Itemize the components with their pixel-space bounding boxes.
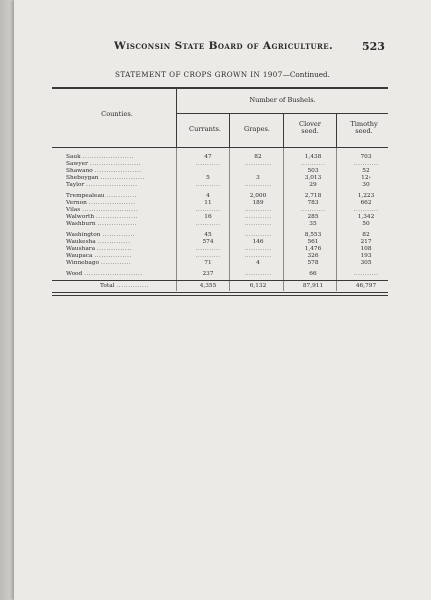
- clover-value: 561: [307, 239, 319, 245]
- table-row: Sheboygan ................... 5 3 3,013 12›: [52, 175, 388, 182]
- book-binding-edge: [0, 0, 14, 600]
- body-col-divider-3: [336, 148, 337, 291]
- county-name: Sauk: [66, 154, 81, 160]
- clover-value: 783: [307, 200, 319, 206]
- table-bottom-rule-1: [52, 292, 388, 293]
- county-name: Vernon: [66, 200, 87, 206]
- table-row: Waukesha .............. 574 146 561 217: [52, 239, 388, 246]
- table-row: Vernon .................... 11 189 783 662: [52, 200, 388, 207]
- body-col-divider-2: [283, 148, 284, 291]
- timothy-value: 50: [362, 221, 370, 227]
- county-name: Taylor: [66, 182, 85, 188]
- total-timothy: 46,797: [355, 283, 377, 289]
- header-timothy-seed: Timothy seed.: [350, 120, 378, 135]
- timothy-value: 12›: [361, 175, 371, 181]
- currants-value: 45: [204, 232, 212, 238]
- table-caption-continued: —Continued.: [282, 70, 330, 79]
- table-caption: [14, 70, 431, 79]
- clover-value: 29: [309, 182, 317, 188]
- grapes-value: 3: [256, 175, 260, 181]
- col-divider-2: [283, 114, 284, 147]
- county-name: Winnebago: [66, 260, 99, 266]
- county-name: Washburn: [66, 221, 96, 227]
- county-name: Waupaca: [66, 253, 93, 259]
- currants-value: 4: [206, 193, 210, 199]
- timothy-value: 193: [360, 253, 372, 259]
- table-row: Sauk ...................... 47 82 1,438 703: [52, 154, 388, 161]
- county-name: Wood: [66, 271, 83, 277]
- timothy-value: 108: [360, 246, 372, 252]
- county-name: Vilas: [66, 207, 81, 213]
- currants-value: 237: [202, 271, 214, 277]
- currants-value: 11: [204, 200, 212, 206]
- timothy-value: 1,223: [357, 193, 375, 199]
- currants-value: 71: [204, 260, 212, 266]
- timothy-value: 52: [362, 168, 370, 174]
- clover-value: 66: [309, 271, 317, 277]
- total-currants: 4,355: [199, 283, 217, 289]
- total-top-rule: [52, 280, 388, 281]
- col-divider-3: [336, 114, 337, 147]
- currants-value: 16: [204, 214, 212, 220]
- running-head-title: Wisconsin State Board of Agriculture.: [114, 40, 334, 52]
- timothy-value: 662: [360, 200, 372, 206]
- county-name: Waukesha: [66, 239, 96, 245]
- clover-value: 1,438: [304, 154, 322, 160]
- header-number-of-bushels: Number of Bushels.: [249, 96, 316, 104]
- timothy-value: 703: [360, 154, 372, 160]
- body-col-divider-0: [176, 148, 177, 291]
- timothy-value: 305: [360, 260, 372, 266]
- table-row: Waupaca ................ ........... ............ 326 193: [52, 253, 388, 260]
- page-number: 523: [362, 40, 385, 53]
- county-name: Sawyer: [66, 161, 88, 167]
- table-row: Shawano .................... 503 52: [52, 168, 388, 175]
- header-currants: Currants.: [189, 125, 221, 133]
- table-row: Wood ......................... 237 ............ 66 ...........: [66, 271, 379, 277]
- clover-value: 2,718: [304, 193, 322, 199]
- timothy-value: 30: [362, 182, 370, 188]
- table-row: Walworth .................. 16 ............ 285 1,342: [52, 214, 388, 221]
- currants-value: 47: [204, 154, 212, 160]
- table-row: Taylor ...................... ........... ............ 29 30: [52, 182, 388, 189]
- clover-value: 503: [307, 168, 319, 174]
- county-name: Walworth: [66, 214, 95, 220]
- grapes-value: 146: [252, 239, 264, 245]
- header-counties: Counties.: [101, 110, 133, 118]
- clover-value: 285: [307, 214, 319, 220]
- crops-table: [52, 84, 388, 302]
- timothy-value: 1,342: [357, 214, 375, 220]
- currants-value: 574: [202, 239, 214, 245]
- running-head: [14, 40, 431, 54]
- clover-value: 8,553: [304, 232, 322, 238]
- clover-value: 3,013: [304, 175, 322, 181]
- body-col-divider-1: [229, 148, 230, 291]
- table-row: Waushara ............... ........... ............ 1,476 108: [52, 246, 388, 253]
- header-grapes: Grapes.: [244, 125, 270, 133]
- county-name: Washington: [66, 232, 101, 238]
- clover-value: 35: [309, 221, 317, 227]
- total-label: Total: [100, 283, 115, 289]
- table-caption-main: STATEMENT OF CROPS GROWN IN 1907: [115, 70, 283, 79]
- table-row: Washington .............. 45 ............ 8,553 82: [52, 232, 388, 239]
- total-row: Total .............. 4,355 6,132 87,911 46,797: [52, 283, 388, 290]
- county-name: Waushara: [66, 246, 96, 252]
- grapes-value: 2,000: [249, 193, 267, 199]
- header-bottom-rule: [52, 147, 388, 148]
- book-page: [14, 0, 431, 600]
- total-clover: 87,911: [302, 283, 324, 289]
- grapes-value: 82: [254, 154, 262, 160]
- timothy-value: 82: [362, 232, 370, 238]
- table-row: Trempealeau ............. 4 2,000 2,718 1,223: [52, 193, 388, 200]
- timothy-value: 217: [360, 239, 372, 245]
- clover-value: 1,476: [304, 246, 322, 252]
- county-name: Shawano: [66, 168, 93, 174]
- county-name: Sheboygan: [66, 175, 99, 181]
- county-name: Trempealeau: [66, 193, 105, 199]
- grapes-value: 4: [256, 260, 260, 266]
- table-row: Vilas ........................ ........... ............ ........... ...........: [66, 207, 379, 213]
- header-clover-seed: Clover seed.: [299, 120, 321, 135]
- clover-value: 326: [307, 253, 319, 259]
- total-grapes: 6,132: [249, 283, 267, 289]
- clover-value: 578: [307, 260, 319, 266]
- table-bottom-rule-2: [52, 295, 388, 296]
- table-top-rule: [52, 87, 388, 89]
- currants-value: 5: [206, 175, 210, 181]
- table-row: Sawyer ...................... ........... ............ ........... ...........: [66, 161, 379, 167]
- table-row: Winnebago ............. 71 4 578 305: [52, 260, 388, 267]
- grapes-value: 189: [252, 200, 264, 206]
- table-row: Washburn ................. ........... ............ 35 50: [52, 221, 388, 228]
